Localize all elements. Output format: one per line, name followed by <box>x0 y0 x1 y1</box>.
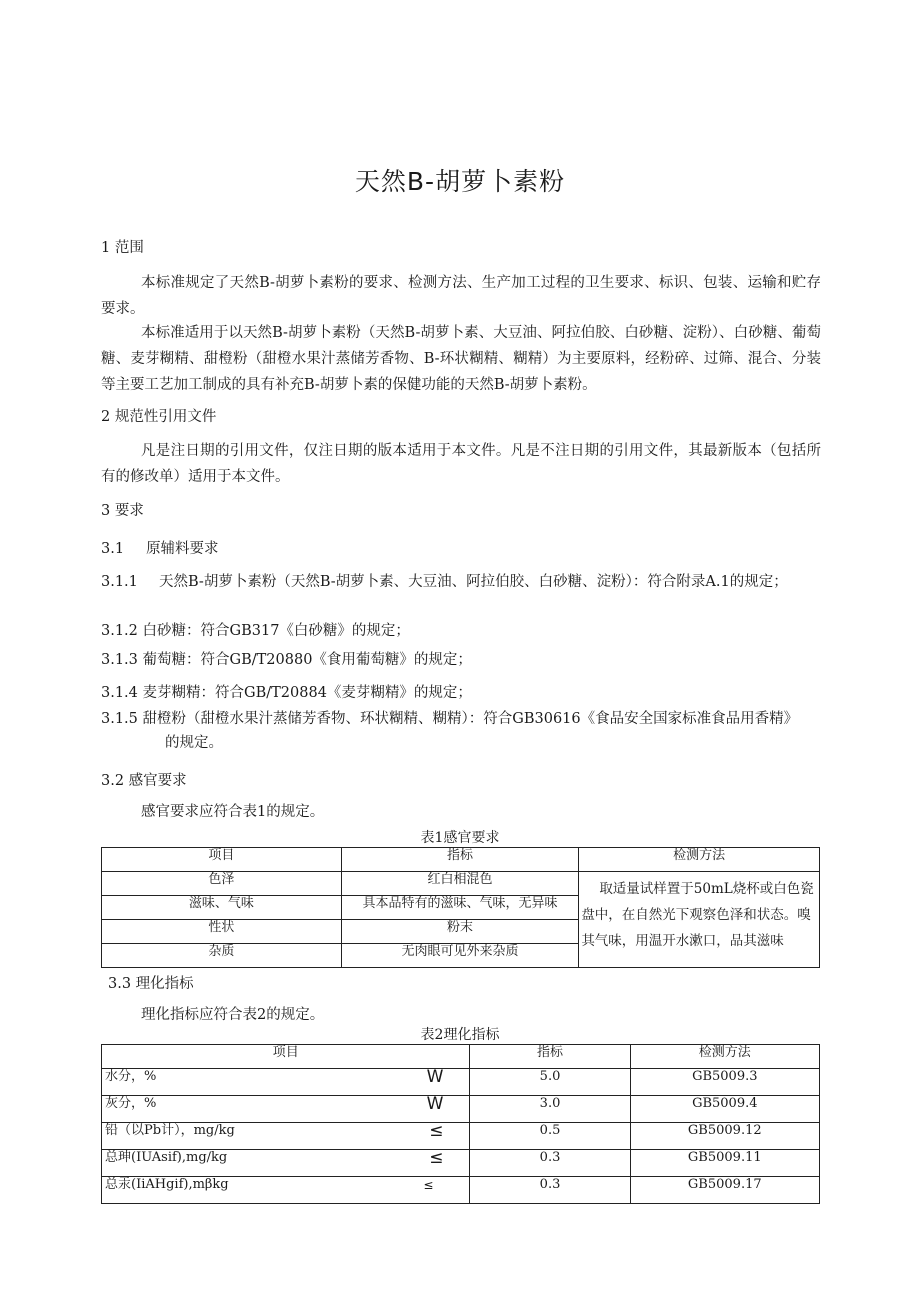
section-1-paragraph-2: 本标准适用于以天然B-胡萝卜素粉（天然B-胡萝卜素、大豆油、阿拉伯胶、白砂糖、淀粉）、白砂糖、葡萄糖、麦芽糊精、甜橙粉（甜橙水果汁蒸储芳香物、B-环状糊精、糊精）为主要原料，经粉碎、过筛、混合、分装等主要工艺加工制成的具有补充B-胡萝卜素的保健功能的天然B-胡萝卜素粉。 <box>101 325 821 393</box>
table-row <box>102 1096 820 1123</box>
table-cell-symbol: ≤ <box>420 1177 470 1204</box>
table-cell-item: 总汞(IiAHgif),mβkg <box>102 1177 421 1204</box>
clause-3-1-3: 3.1.3 葡萄糖：符合GB/T20880《食用葡萄糖》的规定； <box>101 652 472 668</box>
table-cell-value: 0.5 <box>470 1123 630 1150</box>
table-cell-symbol: W <box>420 1069 470 1096</box>
table-row <box>102 872 820 896</box>
section-3-2-heading: 3.2 感官要求 <box>101 773 187 789</box>
clause-3-1-1-number: 3.1.1 <box>101 574 138 590</box>
table-cell-item: 杂质 <box>102 944 342 968</box>
clause-3-1-5: 3.1.5 甜橙粉（甜橙水果汁蒸储芳香物、环状糊精、糊精）：符合GB30616《食品安全国家标准食品用香精》 <box>101 711 799 727</box>
table-header-cell: 指标 <box>341 848 579 872</box>
table-cell-method: GB5009.12 <box>630 1123 819 1150</box>
section-2-paragraph: 凡是注日期的引用文件，仅注日期的版本适用于本文件。凡是不注日期的引用文件，其最新版本（包括所有的修改单）适用于本文件。 <box>101 443 821 485</box>
table-row <box>102 1150 820 1177</box>
section-1-heading: 1 范围 <box>101 240 144 256</box>
table-cell-method: GB5009.3 <box>630 1069 819 1096</box>
section-1-paragraph-1: 本标准规定了天然B-胡萝卜素粉的要求、检测方法、生产加工过程的卫生要求、标识、包装、运输和贮存要求。 <box>101 275 821 317</box>
table-header-cell: 项目 <box>102 1045 470 1069</box>
table-cell-value: 3.0 <box>470 1096 630 1123</box>
table-cell-value: 红白相混色 <box>341 872 579 896</box>
clause-3-1-1-text: 天然B-胡萝卜素粉（天然B-胡萝卜素、大豆油、阿拉伯胶、白砂糖、淀粉）：符合附录A.1的规定； <box>159 574 788 590</box>
table-row <box>102 1177 820 1204</box>
table-row <box>102 1069 820 1096</box>
table-cell-value: 粉末 <box>341 920 579 944</box>
clause-3-1-1 <box>101 569 831 595</box>
table-cell-value: 0.3 <box>470 1150 630 1177</box>
section-3-1-number: 3.1 <box>101 541 125 557</box>
table-header-cell: 检测方法 <box>579 848 820 872</box>
table-cell-item: 铅（以Pb计），mg/kg <box>102 1123 421 1150</box>
table-cell-symbol: ≤ <box>420 1150 470 1177</box>
table-cell-item: 滋味、气味 <box>102 896 342 920</box>
table-cell-item: 性状 <box>102 920 342 944</box>
table-header-row <box>102 1045 820 1069</box>
table-cell-method: 取适量试样置于50mL烧杯或白色瓷盘中，在自然光下观察色泽和状态。嗅其气味，用温开水漱口，品其滋味 <box>579 872 820 968</box>
section-3-3-text: 理化指标应符合表2的规定。 <box>141 1007 325 1023</box>
clause-3-1-2: 3.1.2 白砂糖：符合GB317《白砂糖》的规定； <box>101 623 410 639</box>
table-1-caption: 表1感官要求 <box>420 830 500 846</box>
section-3-2-text: 感官要求应符合表1的规定。 <box>141 804 325 820</box>
table-cell-item: 总珅(IUAsif),mg/kg <box>102 1150 421 1177</box>
table-cell-value: 0.3 <box>470 1177 630 1204</box>
sensory-requirements-table <box>101 847 820 968</box>
physicochemical-table <box>101 1044 820 1204</box>
table-header-cell: 检测方法 <box>630 1045 819 1069</box>
section-2-heading: 2 规范性引用文件 <box>101 409 217 425</box>
section-3-1-heading <box>101 539 219 559</box>
table-cell-method: GB5009.4 <box>630 1096 819 1123</box>
table-cell-item: 色泽 <box>102 872 342 896</box>
table-cell-item: 灰分，% <box>102 1096 421 1123</box>
table-cell-method: GB5009.11 <box>630 1150 819 1177</box>
table-header-cell: 指标 <box>470 1045 630 1069</box>
clause-3-1-4: 3.1.4 麦芽糊精：符合GB/T20884《麦芽糊精》的规定； <box>101 685 472 701</box>
table-cell-symbol: W <box>420 1096 470 1123</box>
section-3-heading: 3 要求 <box>101 503 144 519</box>
table-cell-value: 无肉眼可见外来杂质 <box>341 944 579 968</box>
table-cell-method: GB5009.17 <box>630 1177 819 1204</box>
table-cell-value: 具本品特有的滋味、气味，无异味 <box>341 896 579 920</box>
table-cell-item: 水分，% <box>102 1069 421 1096</box>
table-header-cell: 项目 <box>102 848 342 872</box>
page-title: 天然B-胡萝卜素粉 <box>354 167 566 196</box>
table-row <box>102 1123 820 1150</box>
table-2-caption: 表2理化指标 <box>420 1027 500 1043</box>
section-3-3-heading: 3.3 理化指标 <box>108 976 194 992</box>
clause-3-1-5-continuation: 的规定。 <box>165 735 223 751</box>
table-cell-symbol: ≤ <box>420 1123 470 1150</box>
table-header-row <box>102 848 820 872</box>
table-cell-value: 5.0 <box>470 1069 630 1096</box>
section-3-1-title: 原辅料要求 <box>146 541 219 557</box>
